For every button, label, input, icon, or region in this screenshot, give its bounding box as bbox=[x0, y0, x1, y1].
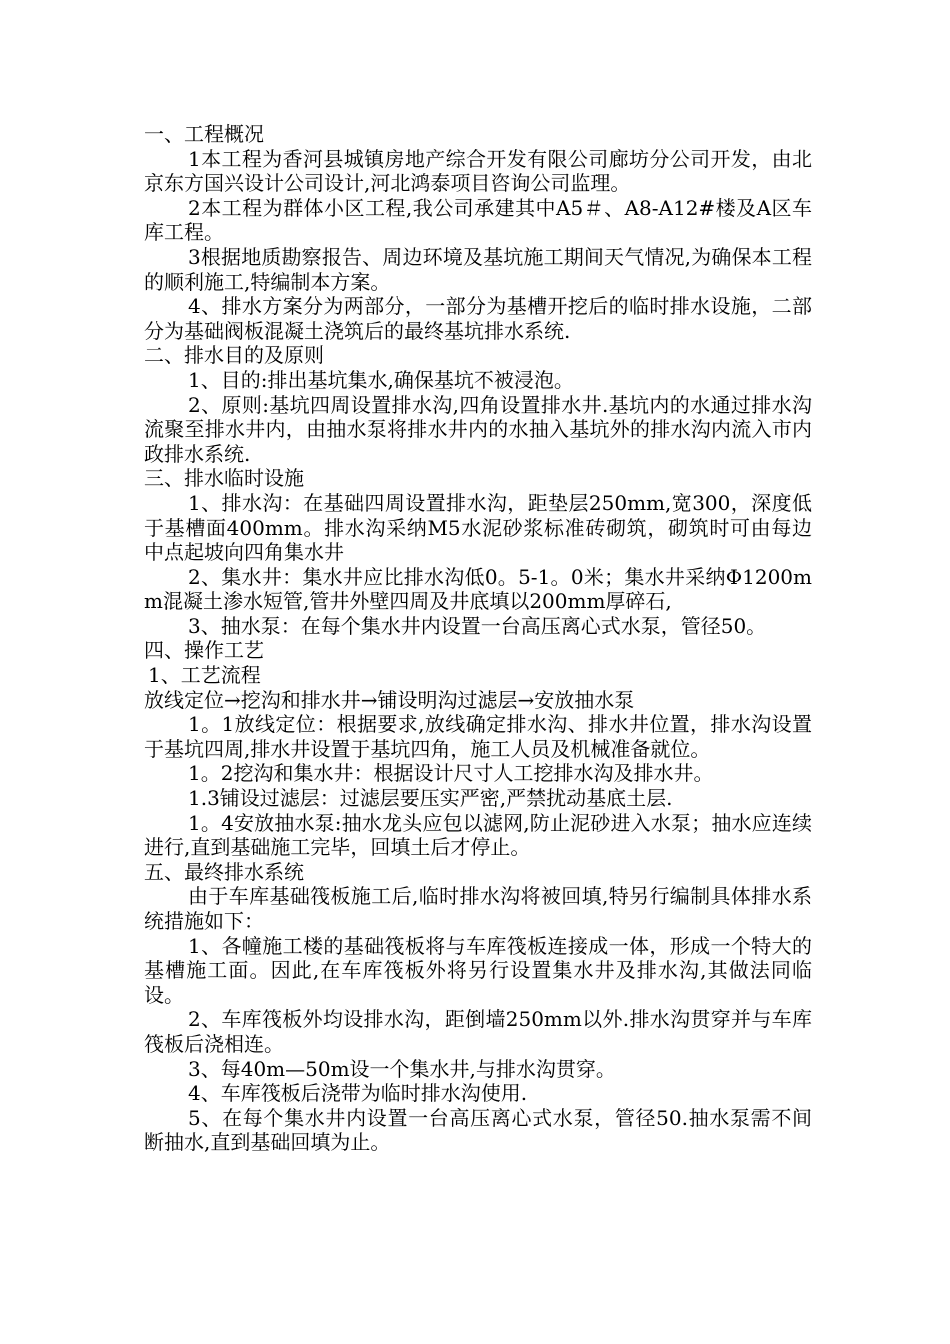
section-heading: 二、排水目的及原则 bbox=[144, 343, 324, 368]
paragraph: 2、集水井：集水井应比排水沟低0。5-1。0米；集水井采纳Φ1200mm混凝土渗水短管,管井外壁四周及井底填以200mm厚碎石, bbox=[144, 564, 812, 614]
paragraph: 5、在每个集水井内设置一台高压离心式水泵，管径50.抽水泵需不间断抽水,直到基础回填为止。 bbox=[144, 1105, 812, 1155]
section-temporary-facilities bbox=[144, 466, 812, 638]
paragraph: 由于车库基础筏板施工后,临时排水沟将被回填,特另行编制具体排水系统措施如下： bbox=[144, 884, 812, 933]
paragraph: 3、每40m—50m设一个集水井,与排水沟贯穿。 bbox=[188, 1056, 616, 1081]
paragraph: 1。1放线定位：根据要求,放线确定排水沟、排水井位置，排水沟设置于基坑四周,排水井设置于基坑四角，施工人员及机械准备就位。 bbox=[144, 712, 812, 761]
paragraph: 1、排水沟：在基础四周设置排水沟，距垫层250mm,宽300，深度低于基槽面400mm。排水沟采纳M5水泥砂浆标准砖砌筑，砌筑时可由每边中点起坡向四角集水井 bbox=[144, 490, 812, 565]
process-flow: 放线定位→挖沟和排水井→铺设明沟过滤层→安放抽水泵 bbox=[144, 687, 635, 712]
section-heading: 五、最终排水系统 bbox=[144, 859, 304, 884]
paragraph: 1、目的:排出基坑集水,确保基坑不被浸泡。 bbox=[188, 367, 574, 392]
paragraph: 3、抽水泵：在每个集水井内设置一台高压离心式水泵，管径50。 bbox=[188, 613, 767, 638]
paragraph: 1本工程为香河县城镇房地产综合开发有限公司廊坊分公司开发，由北京东方国兴设计公司设计,河北鸿泰项目咨询公司监理。 bbox=[144, 146, 812, 196]
paragraph: 4、车库筏板后浇带为临时排水沟使用. bbox=[188, 1081, 528, 1106]
paragraph: 4、排水方案分为两部分，一部分为基槽开挖后的临时排水设施，二部分为基础阀板混凝土浇筑后的最终基坑排水系统. bbox=[144, 294, 812, 343]
subheading: 1、工艺流程 bbox=[148, 663, 261, 688]
paragraph: 2本工程为群体小区工程,我公司承建其中A5＃、A8-A12#楼及A区车库工程。 bbox=[144, 195, 812, 245]
document-page bbox=[144, 122, 812, 1155]
section-drainage-purpose bbox=[144, 343, 812, 466]
section-final-drainage bbox=[144, 860, 812, 1155]
section-heading: 一、工程概况 bbox=[144, 122, 264, 146]
paragraph: 2、原则:基坑四周设置排水沟,四角设置排水井.基坑内的水通过排水沟流聚至排水井内，由抽水泵将排水井内的水抽入基坑外的排水沟内流入市内政排水系统. bbox=[144, 392, 812, 466]
paragraph: 1.3铺设过滤层：过滤层要压实严密,严禁扰动基底土层. bbox=[188, 786, 673, 811]
paragraph: 2、车库筏板外均设排水沟，距倒墙250mm以外.排水沟贯穿并与车库筏板后浇相连。 bbox=[144, 1007, 812, 1056]
paragraph: 1、各幢施工楼的基础筏板将与车库筏板连接成一体，形成一个特大的基槽施工面。因此,在车库筏板外将另行设置集水井及排水沟,其做法同临设。 bbox=[144, 933, 812, 1007]
section-project-overview bbox=[144, 122, 812, 343]
section-heading: 四、操作工艺 bbox=[144, 638, 264, 663]
section-heading: 三、排水临时设施 bbox=[144, 466, 304, 491]
section-operation-process bbox=[144, 638, 812, 859]
paragraph: 1。2挖沟和集水井：根据设计尺寸人工挖排水沟及排水井。 bbox=[188, 761, 714, 786]
paragraph: 3根据地质勘察报告、周边环境及基坑施工期间天气情况,为确保本工程的顺利施工,特编制本方案。 bbox=[144, 244, 812, 294]
paragraph: 1。4安放抽水泵:抽水龙头应包以滤网,防止泥砂进入水泵；抽水应连续进行,直到基础施工完毕，回填土后才停止。 bbox=[144, 810, 812, 860]
